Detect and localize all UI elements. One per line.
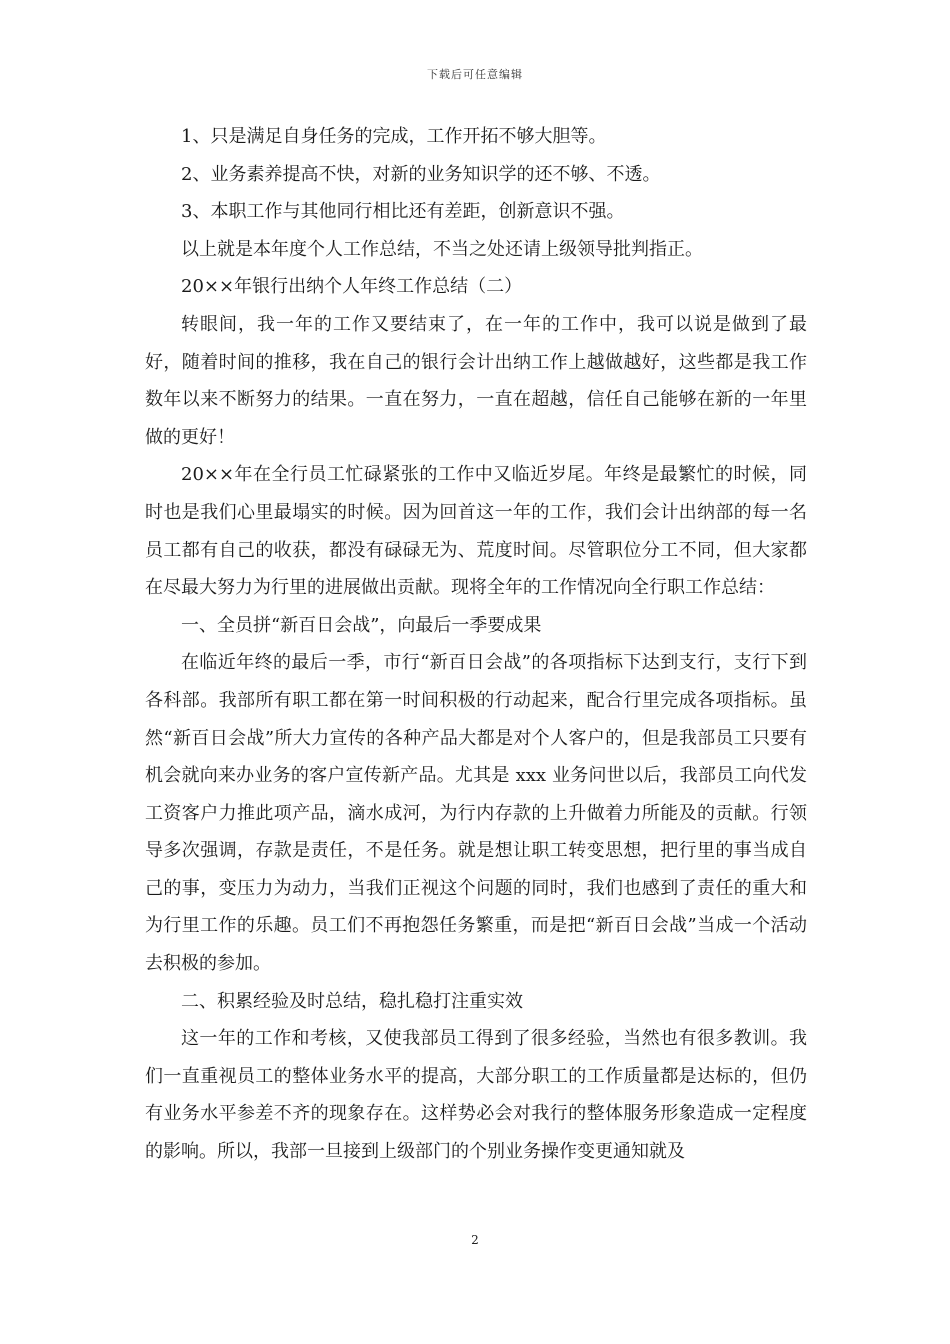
- paragraph-shortcoming-3: 3、本职工作与其他同行相比还有差距，创新意识不强。: [181, 201, 625, 223]
- page-number: 2: [471, 1233, 479, 1247]
- paragraph-closing: 以上就是本年度个人工作总结，不当之处还请上级领导批判指正。: [181, 238, 703, 260]
- heading-part-one: 一、全员拼“新百日会战”，向最后一季要成果: [181, 614, 542, 636]
- section-title: 20××年银行出纳个人年终工作总结（二）: [181, 276, 523, 298]
- paragraph-overview: 20××年在全行员工忙碌紧张的工作中又临近岁尾。年终是最繁忙的时候，同时也是我们心里最塌实的时候。因为回首这一年的工作，我们会计出纳部的每一名员工都有自己的收获，都没有碌碌无为、荒度时间。尽管职位分工不同，但大家都在尽最大努力为行里的进展做出贡献。现将全年的工作情况向全行职工作总结：: [145, 464, 807, 599]
- paragraph-shortcoming-2: 2、业务素养提高不快，对新的业务知识学的还不够、不透。: [181, 163, 661, 185]
- document-body: [145, 118, 807, 1171]
- paragraph-part-one: 在临近年终的最后一季，市行“新百日会战”的各项指标下达到支行，支行下到各科部。我部所有职工都在第一时间积极的行动起来，配合行里完成各项指标。虽然“新百日会战”所大力宣传的各种产品大都是对个人客户的，但是我部员工只要有机会就向来办业务的客户宣传新产品。尤其是 xxx 业务问世以后，我部员工向代发工资客户力推此项产品，滴水成河，为行内存款的上升做着力所能及的贡献。行领导多次强调，存款是责任，不是任务。就是想让职工转变思想，把行里的事当成自己的事，变压力为动力，当我们正视这个问题的同时，我们也感到了责任的重大和为行里工作的乐趣。员工们不再抱怨任务繁重，而是把“新百日会战”当成一个活动去积极的参加。: [145, 652, 807, 975]
- page-header: 下载后可任意编辑: [427, 68, 523, 81]
- heading-part-two: 二、积累经验及时总结，稳扎稳打注重实效: [181, 990, 523, 1012]
- paragraph-intro: 转眼间，我一年的工作又要结束了，在一年的工作中，我可以说是做到了最好，随着时间的推移，我在自己的银行会计出纳工作上越做越好，这些都是我工作数年以来不断努力的结果。一直在努力，一直在超越，信任自己能够在新的一年里做的更好！: [145, 313, 807, 448]
- paragraph-shortcoming-1: 1、只是满足自身任务的完成，工作开拓不够大胆等。: [181, 126, 607, 147]
- paragraph-part-two: 这一年的工作和考核，又使我部员工得到了很多经验，当然也有很多教训。我们一直重视员工的整体业务水平的提高，大部分职工的工作质量都是达标的，但仍有业务水平参差不齐的现象存在。这样势必会对我行的整体服务形象造成一定程度的影响。所以，我部一旦接到上级部门的个别业务操作变更通知就及: [145, 1028, 807, 1163]
